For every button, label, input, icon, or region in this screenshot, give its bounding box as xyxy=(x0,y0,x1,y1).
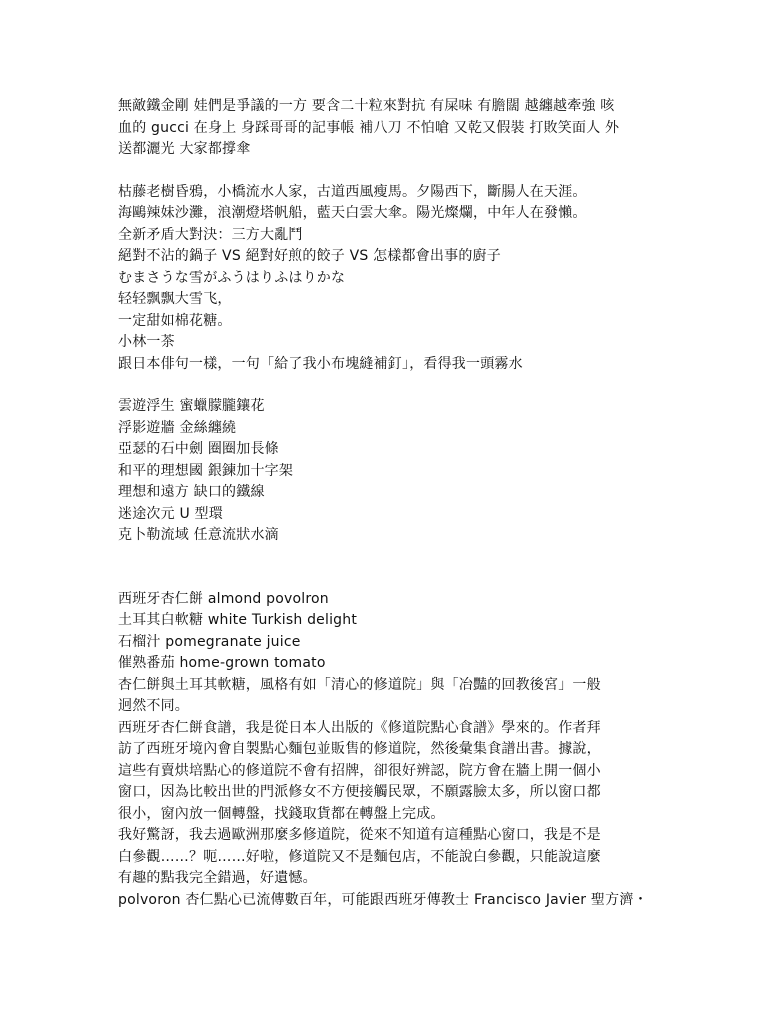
text-line: 有趣的點我完全錯過，好遺憾。 xyxy=(118,870,317,886)
paragraph-spacer xyxy=(118,547,653,589)
text-line: 一定甜如棉花糖。 xyxy=(118,312,232,329)
text-line: 石榴汁 pomegranate juice xyxy=(118,633,301,650)
text-line: 浮影遊牆 金絲纏繞 xyxy=(118,419,237,436)
text-line: 西班牙杏仁餅食譜，我是從日本人出版的《修道院點心食譜》學來的。作者拜 xyxy=(118,719,601,736)
text-line: 絕對不沾的鍋子 VS 絕對好煎的餃子 VS 怎樣都會出事的廚子 xyxy=(118,248,501,264)
text-line: 雲遊浮生 蜜蠟朦朧鑲花 xyxy=(118,398,265,414)
lyrics-paragraph xyxy=(118,96,653,161)
text-line: 催熟番茄 home-grown tomato xyxy=(118,655,326,671)
text-line: 理想和遠方 缺口的鐵線 xyxy=(118,484,265,500)
text-line: 枯藤老樹昏鴉，小橋流水人家，古道西風瘦馬。夕陽西下，斷腸人在天涯。 xyxy=(118,183,587,200)
text-line: 克卜勒流域 任意流狀水滴 xyxy=(118,527,279,543)
text-line: 這些有賣烘培點心的修道院不會有招牌，卻很好辨認，院方會在牆上開一個小 xyxy=(118,762,601,779)
poem-section xyxy=(118,182,653,376)
paragraph-spacer xyxy=(118,161,653,182)
text-line: 訪了西班牙境內會自製點心麵包並販售的修道院，然後彙集食譜出書。據說， xyxy=(118,741,601,757)
text-line: 送都灑光 大家都撐傘 xyxy=(118,141,251,157)
text-line: 窗口，因為比較出世的門派修女不方便接觸民眾，不願露臉太多，所以窗口都 xyxy=(118,784,601,800)
text-line: 迷途次元 U 型環 xyxy=(118,505,223,522)
text-line: 跟日本俳句一樣，一句「給了我小布塊縫補釘」，看得我一頭霧水 xyxy=(118,355,523,372)
text-line: 和平的理想國 銀鍊加十字架 xyxy=(118,462,294,479)
text-line: 土耳其白軟糖 white Turkish delight xyxy=(118,612,358,628)
text-line: 西班牙杏仁餅 almond povolron xyxy=(118,590,329,607)
dessert-section xyxy=(118,589,653,912)
text-line: 海鷗辣妹沙灘，浪潮燈塔帆船，藍天白雲大傘。陽光燦爛，中年人在發懶。 xyxy=(118,205,587,221)
text-line: 小林一茶 xyxy=(118,334,175,350)
text-line: 我好驚訝，我去過歐洲那麼多修道院，從來不知道有這種點心窗口，我是不是 xyxy=(118,827,601,843)
document-page xyxy=(118,96,653,911)
text-line: 亞瑟的石中劍 圈圈加長條 xyxy=(118,441,279,457)
text-line: 無敵鐵金剛 娃們是爭議的一方 要含二十粒來對抗 有屎味 有膽闊 越纏越牽強 咳 xyxy=(118,98,615,114)
text-line: polvoron 杏仁點心已流傳數百年，可能跟西班牙傳教士 Francisco Javier 聖方濟・ xyxy=(118,891,648,908)
jewelry-list xyxy=(118,396,653,547)
text-line: 全新矛盾大對決：三方大亂鬥 xyxy=(118,226,303,243)
text-line: 轻轻飘飘大雪飞， xyxy=(118,291,232,307)
text-line: 杏仁餅與土耳其軟糖，風格有如「清心的修道院」與「冶豔的回教後宮」一般 xyxy=(118,676,601,693)
text-line: 白參觀……？呃……好啦，修道院又不是麵包店，不能說白參觀，只能說這麼 xyxy=(118,848,601,865)
text-line: 很小，窗內放一個轉盤，找錢取貨都在轉盤上完成。 xyxy=(118,805,445,822)
text-line: むまさうな雪がふうはりふはりかな xyxy=(118,269,346,286)
text-line: 迥然不同。 xyxy=(118,698,189,714)
text-line: 血的 gucci 在身上 身踩哥哥的記事帳 補八刀 不怕嗆 又乾又假裝 打敗笑面人 外 xyxy=(118,119,620,136)
paragraph-spacer xyxy=(118,375,653,396)
